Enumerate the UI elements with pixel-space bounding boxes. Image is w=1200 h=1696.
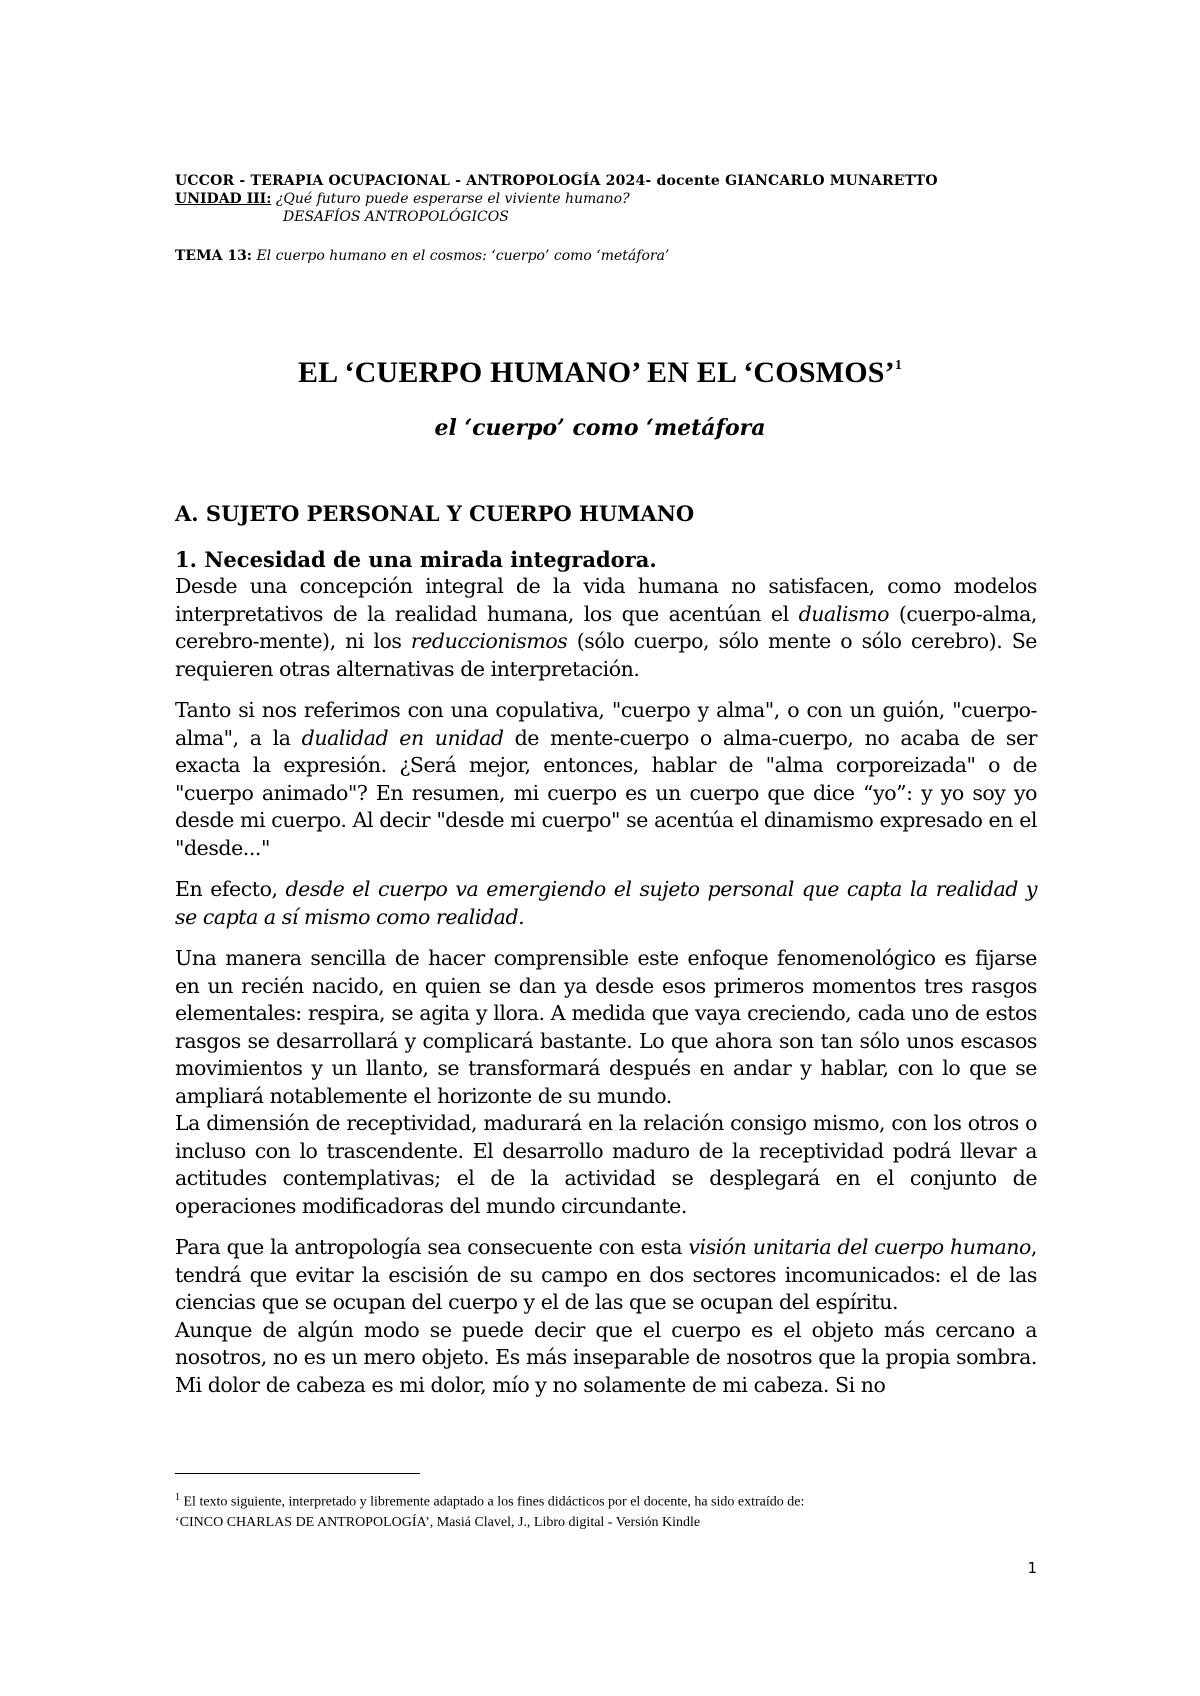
- p1-emphasis-dualismo: dualismo: [798, 601, 889, 626]
- section-heading: A. SUJETO PERSONAL Y CUERPO HUMANO: [175, 501, 695, 526]
- footnote-mark: 1: [175, 1492, 180, 1503]
- paragraph-2: [175, 697, 1037, 862]
- footnote-line-2: ‘CINCO CHARLAS DE ANTROPOLOGÍA’, Masiá Clavel, J., Libro digital - Versión Kindle: [175, 1514, 701, 1530]
- paragraph-4: Una manera sencilla de hacer comprensible este enfoque fenomenológico es fijarse en un recién nacido, en quien se dan ya desde esos primeros momentos tres rasgos elementales: respira, se agita y llora. A medida que vaya creciendo, cada uno de estos rasgos se desarrollará y complicará bastante. Lo que ahora son tan sólo unos escasos movimientos y un llanto, se transformará después en andar y hablar, con lo que se ampliará notablemente el horizonte de su mundo.: [175, 946, 1037, 1108]
- p1-emphasis-reduccionismos: reduccionismos: [410, 629, 568, 653]
- document-subtitle: el ‘cuerpo’ como ‘metáfora: [434, 415, 766, 441]
- document-body: [175, 500, 1037, 1413]
- unit-label: UNIDAD III:: [175, 191, 272, 207]
- footnote-line-1: [175, 1488, 1075, 1513]
- paragraph-3: [175, 876, 1037, 931]
- p1-text-e: (sólo cuerpo, sólo mente o sólo cerebro). Se requieren otras alternativas de interpretación.: [175, 629, 1037, 681]
- footnote-divider: [175, 1473, 420, 1474]
- paragraph-1: [175, 573, 1037, 683]
- tema-text: El cuerpo humano en el cosmos: ‘cuerpo’ como ‘metáfora’: [256, 248, 670, 264]
- p2-text-a: Tanto si nos referimos con una copulativa, "cuerpo y alma", o con un guión, "cuerpo-alma", a la: [175, 698, 1037, 750]
- title-text: EL ‘CUERPO HUMANO’ EN EL ‘COSMOS’: [297, 356, 895, 389]
- p2-text-c: de mente-cuerpo o alma-cuerpo, no acaba de ser exacta la expresión. ¿Será mejor, entonces, hablar de "alma corporeizada" o de "cuerpo animado"? En resumen, mi cuerpo es un cuerpo que dice “yo”: y yo soy yo desde mi cuerpo. Al decir "desde mi cuerpo" se acentúa el dinamismo expresado en el "desde...": [175, 725, 1037, 860]
- tema-line: [175, 247, 1075, 265]
- section-subheading: 1. Necesidad de una mirada integradora.: [175, 546, 657, 572]
- footnote: [175, 1488, 1075, 1533]
- p1-text-c: (cuerpo-alma, cerebro-mente), ni los: [175, 601, 1037, 653]
- document-title: [0, 356, 1200, 390]
- course-info: UCCOR - TERAPIA OCUPACIONAL - ANTROPOLOGÍA 2024- docente GIANCARLO MUNARETTO: [175, 173, 938, 189]
- p2-emphasis: dualidad en unidad: [301, 725, 504, 750]
- footnote-text-1: El texto siguiente, interpretado y libremente adaptado a los fines didácticos por el docente, ha sido extraído de:: [180, 1494, 805, 1510]
- p3-text-a: En efecto,: [175, 877, 286, 901]
- tema-label: TEMA 13:: [175, 248, 252, 264]
- p3-emphasis: desde el cuerpo va emergiendo el sujeto personal que capta la realidad y se capta a sí mismo como realidad.: [175, 877, 1037, 929]
- paragraph-6: [175, 1234, 1037, 1317]
- unit-subtitle: DESAFÍOS ANTROPOLÓGICOS: [283, 209, 509, 225]
- unit-question: ¿Qué futuro puede esperarse el viviente humano?: [275, 191, 630, 207]
- title-footnote-mark: 1: [894, 358, 903, 373]
- paragraph-7: Aunque de algún modo se puede decir que el cuerpo es el objeto más cercano a nosotros, no es un mero objeto. Es más inseparable de nosotros que la propia sombra. Mi dolor de cabeza es mi dolor, mío y no solamente de mi cabeza. Si no: [175, 1317, 1037, 1397]
- p1-text-a: Desde una concepción integral de la vida humana no satisfacen, como modelos interpretativos de la realidad humana, los que acentúan el: [175, 574, 1037, 626]
- course-header: [175, 172, 1075, 265]
- p6-emphasis: visión unitaria del cuerpo humano: [688, 1235, 1031, 1259]
- page-number: 1: [1027, 1559, 1037, 1577]
- paragraph-5: La dimensión de receptividad, madurará en la relación consigo mismo, con los otros o incluso con lo trascendente. El desarrollo maduro de la receptividad podrá llevar a actitudes contemplativas; el de la actividad se desplegará en el conjunto de operaciones modificadoras del mundo circundante.: [175, 1111, 1037, 1218]
- p6-text-c: , tendrá que evitar la escisión de su campo en dos sectores incomunicados: el de las ciencias que se ocupan del cuerpo y el de las que se ocupan del espíritu.: [175, 1235, 1037, 1314]
- p6-text-a: Para que la antropología sea consecuente con esta: [175, 1235, 689, 1259]
- unit-line: [175, 190, 1075, 208]
